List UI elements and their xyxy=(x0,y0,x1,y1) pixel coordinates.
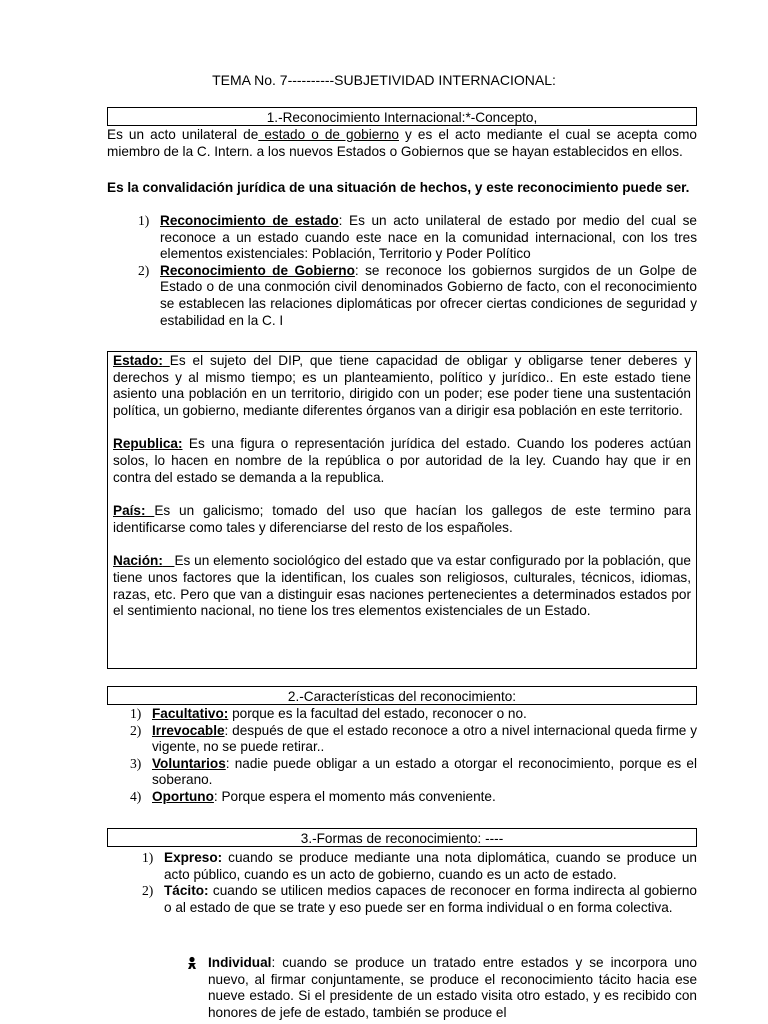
list-item xyxy=(130,706,697,723)
list-term: Tácito: xyxy=(164,883,209,899)
section3-list xyxy=(142,850,697,916)
list-text: : después de que el estado reconoce a otro a nivel internacional queda firme y vigente, no se puede retirar.. xyxy=(152,722,697,755)
definition-spacer xyxy=(163,553,175,568)
list-number: 2) xyxy=(142,883,154,899)
list-term: Facultativo: xyxy=(152,706,229,721)
list-number: 3) xyxy=(130,755,142,771)
definition-text: Es una figura o representación jurídica del estado. Cuando los poderes actúan solos, lo hacen en nombre de la república o por autoridad de la ley. Cuando hay que ir en contra del estado se demanda a la republica. xyxy=(113,436,691,485)
list-item xyxy=(138,213,697,263)
sub-bullet-item xyxy=(208,955,697,1021)
list-item xyxy=(130,722,697,756)
list-number: 2) xyxy=(138,262,150,278)
list-item xyxy=(138,262,697,329)
definition-term: Nación: xyxy=(113,553,163,569)
list-term: Oportuno xyxy=(152,788,214,804)
section1-heading: 1.-Reconocimiento Internacional:*-Concepto, xyxy=(107,107,697,126)
list-text: : Porque espera el momento más conveniente. xyxy=(213,788,496,804)
section3-heading: 3.-Formas de reconocimiento: ---- xyxy=(107,828,697,847)
definition-term: País: xyxy=(113,503,146,519)
list-term: Irrevocable xyxy=(152,722,225,738)
definition-republica xyxy=(113,436,691,486)
definition-text: Es un galicismo; tomado del uso que hacían los gallegos de este termino para identificarse como tales y diferenciarse del resto de los españoles. xyxy=(113,503,691,535)
list-item xyxy=(142,850,697,883)
list-text: porque es la facultad del estado, reconocer o no. xyxy=(228,706,527,721)
intro-text-a: Es un acto unilateral de xyxy=(107,127,259,142)
list-text: : Es un acto unilateral de estado por medio del cual se reconoce a un estado cuando este nace en la comunidad internacional, con los tres elementos existenciales: Población, Territorio y Poder Político xyxy=(160,213,697,262)
list-number: 1) xyxy=(130,706,142,721)
sub-item-text: : cuando se produce un tratado entre estados y se incorpora uno nuevo, al firmar conjuntamente, se produce el reconocimiento tácito hacia ese nueve estado. Si el presidente de un estado visita otro estado, y es recibido con honores de jefe de estado, también se produce el xyxy=(208,955,697,1020)
list-term: Reconocimiento de estado xyxy=(160,213,339,228)
definition-spacer xyxy=(163,353,170,368)
list-item xyxy=(130,788,697,806)
definition-term: Republica: xyxy=(113,436,183,452)
list-item xyxy=(142,883,697,916)
list-term: Expreso: xyxy=(164,850,223,865)
section2-heading: 2.-Características del reconocimiento: xyxy=(107,686,697,705)
section1-intro xyxy=(107,127,697,160)
section1-bold-statement: Es la convalidación jurídica de una situación de hechos, y este reconocimiento puede ser. xyxy=(107,180,690,195)
page-title: TEMA No. 7----------SUBJETIVIDAD INTERNACIONAL: xyxy=(212,72,556,88)
definition-text: Es el sujeto del DIP, que tiene capacidad de obligar y obligarse tener deberes y derechos y al mismo tiempo; es un planteamiento, político y jurídico.. En este estado tiene asiento una población en un territorio, dirigido con un poder; ese poder tiene una sustentación política, un gobierno, mediante diferentes órganos van a dirigir esa población en este territorio. xyxy=(113,353,691,418)
definition-term: Estado: xyxy=(113,353,163,368)
section1-list xyxy=(138,213,697,329)
list-term: Reconocimiento de Gobierno xyxy=(160,262,355,278)
intro-underlined-text: estado o de gobierno xyxy=(258,127,399,142)
definitions-box xyxy=(107,351,697,669)
list-text: cuando se utilicen medios capaces de reconocer en forma indirecta al gobierno o al estado de que se trate y eso puede ser en forma individual o en forma colectiva. xyxy=(164,883,697,915)
list-text: : se reconoce los gobiernos surgidos de un Golpe de Estado o de una conmoción civil denominados Gobierno de facto, con el reconocimiento se establecen las relaciones diplomáticas por ofrecer ciertas condiciones de seguridad y estabilidad en la C. I xyxy=(160,262,697,328)
definition-estado xyxy=(113,353,691,419)
list-number: 1) xyxy=(142,850,154,865)
section2-list xyxy=(130,706,697,806)
definition-nacion xyxy=(113,553,691,619)
list-number: 4) xyxy=(130,788,142,804)
sub-item-term: Individual xyxy=(208,955,272,970)
list-number: 2) xyxy=(130,722,142,738)
definition-text: Es un elemento sociológico del estado que va estar configurado por la población, que tiene unos factores que la identifican, los cuales son religiosos, culturales, técnicos, idiomas, razas, etc. Pero que van a distinguir esas naciones pertenecientes a determinados estados por el sentimiento nacional, no tiene los tres elementos existenciales de un Estado. xyxy=(113,553,691,619)
list-number: 1) xyxy=(138,213,150,228)
bullet-icon xyxy=(186,956,198,970)
list-text: : nadie puede obligar a un estado a otorgar el reconocimiento, porque es el soberano. xyxy=(152,755,697,788)
definition-pais xyxy=(113,503,691,536)
list-text: cuando se produce mediante una nota diplomática, cuando se produce un acto público, cuando es un acto de gobierno, cuando es un acto de estado. xyxy=(164,850,697,882)
list-term: Voluntarios xyxy=(152,755,226,771)
intro-text-b: y es el acto mediante el cual se acepta como miembro de la C. Intern. a los nuevos Estados o Gobiernos que se hayan establecidos en ellos. xyxy=(107,127,697,159)
list-item xyxy=(130,755,697,789)
